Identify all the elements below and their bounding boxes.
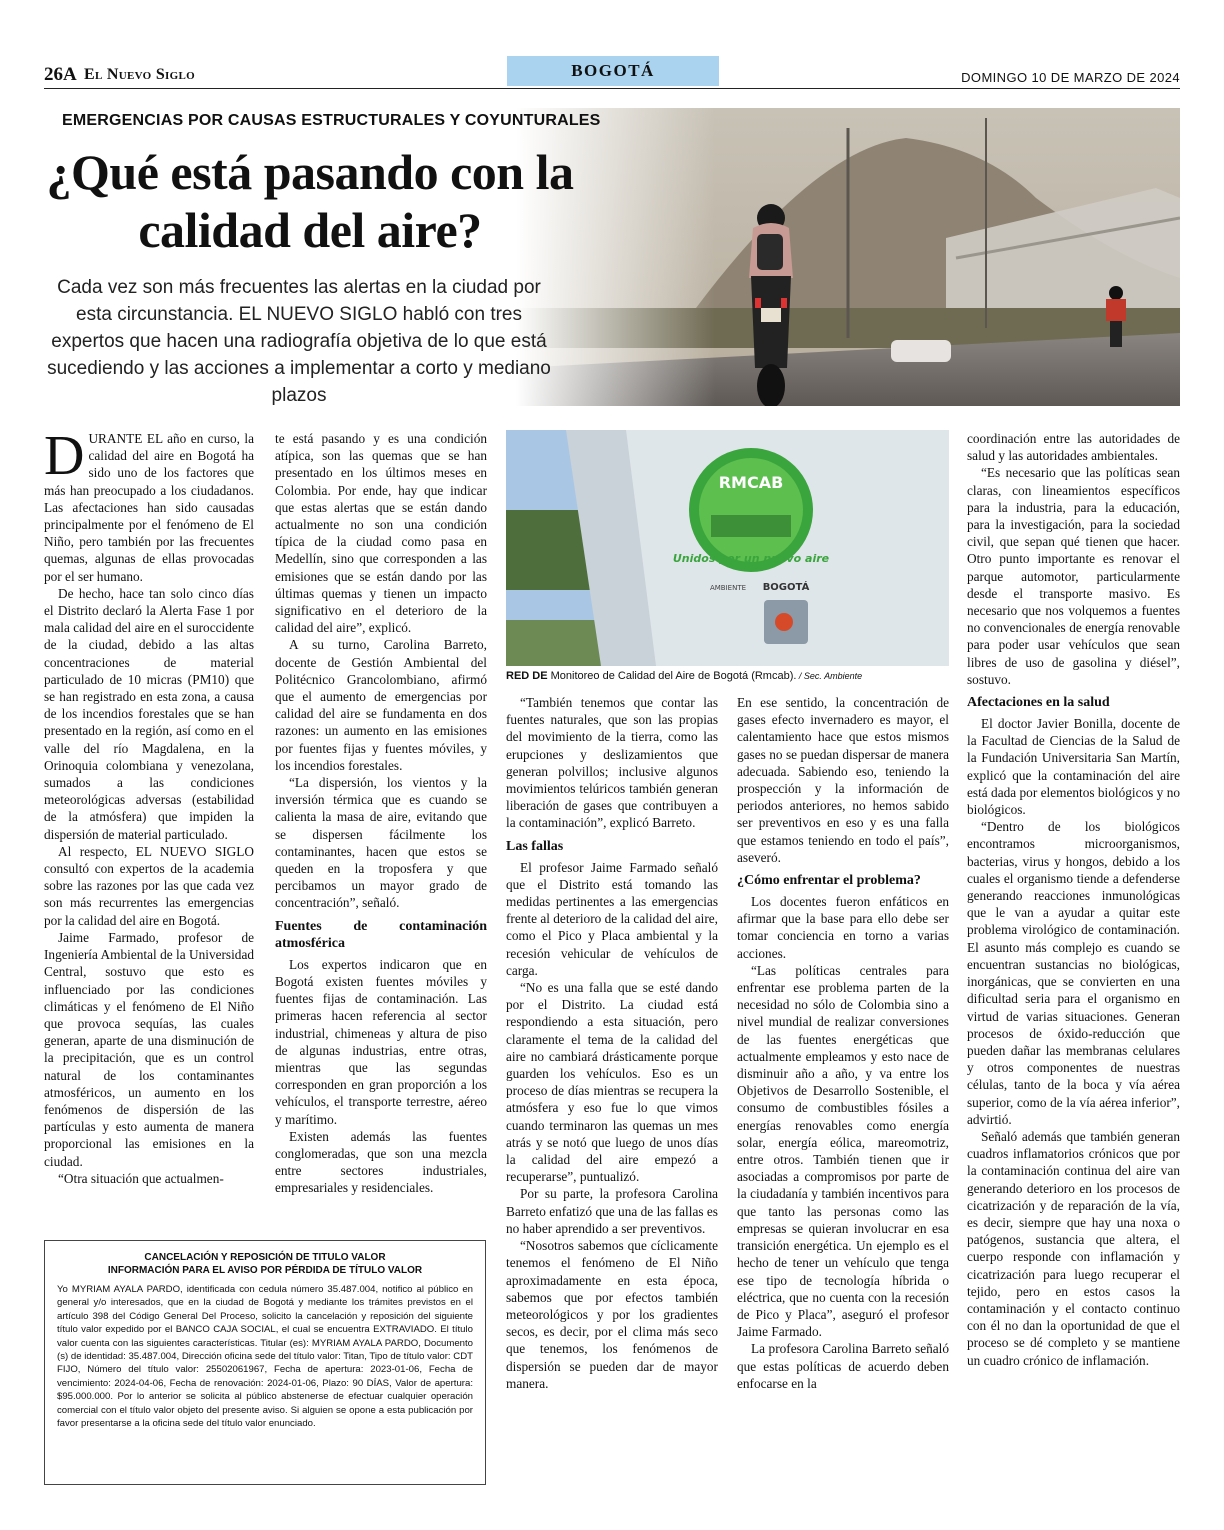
paragraph: Los docentes fueron enfáticos en afirmar que la base para ello debe ser tomar conciencia en torno a varias acciones. — [737, 894, 949, 961]
city-text: BOGOTÁ — [762, 582, 810, 593]
paragraph: “Es necesario que las políticas sean claras, con lineamientos específicos para la industria, para la educación, para la investigación, para la sociedad civil, que sepan qué tienen que hacer. Otro punto importante es renovar el parque automotor, particularmente desde el transporte masivo. Es necesario que nos volquemos a fuentes no convencionales de energía renovable para poder usar vehículos que sean libres de uso de gasolina y diésel”, sostuvo. — [967, 465, 1180, 687]
paragraph: “No es una falla que se esté dando por el Distrito. La ciudad está respondiendo a esta situación, pero claramente el tema de la calidad del aire no cambiará drásticamente porque guarden los vehículos. Eso es un proceso de días mientras se recupera la atmósfera y eso fue lo que vimos cuando terminaron las quemas un mes atrás y se notó que luego de unos días la calidad del aire empezó a recuperarse”, puntualizó. — [506, 980, 718, 1185]
paragraph: Los expertos indicaron que en Bogotá existen fuentes móviles y fuentes fijas de contaminación. Las primeras hacen referencia al sector industrial, chimeneas y altura de piso de algunas industrias, entre otras, mientras que las segundas corresponden en gran proporción a los vehículos, el transporte terrestre, aéreo y marítimo. — [275, 956, 487, 1127]
monitoring-station-photo — [506, 430, 949, 666]
legal-notice-box — [44, 1240, 486, 1485]
paragraph: Existen además las fuentes conglomeradas, que son una mezcla entre sectores industriales, empresariales y residenciales. — [275, 1128, 487, 1196]
paragraph: Por su parte, la profesora Carolina Barreto enfatizó que una de las fallas es no haber aprendido a ser preventivos. — [506, 1186, 718, 1236]
column-5 — [967, 430, 1180, 1369]
paragraph: te está pasando y es una condición atípica, son las quemas que se han presentado en los últimos meses en Colombia. Por ende, hay que indicar que estas alertas que se están dando actualmente no son una condición típica de la ciudad como pasa en Medellín, sino que corresponden a las emisiones que se están dando por las últimas quemas y tienen un impacto significativo en el deterioro de la calidad del aire”, explicó. — [275, 431, 487, 636]
kicker: EMERGENCIAS POR CAUSAS ESTRUCTURALES Y COYUNTURALES — [62, 112, 601, 129]
paragraph: “Dentro de los biológicos encontramos microorganismos, bacterias, virus y hongos, debido a los cuales el organismo tiende a defenderse generando reacciones inmunológicas que le van a ayudar a quitar este problema virológico de contaminación. El asunto más complejo es cuando se encuentran sustancias no biológicas, inorgánicas, que se convierten en una dificultad seria para el organismo en virtud de varias situaciones. Generan procesos de óxido-reducción que pueden dañar las membranas celulares y otros componentes de nuestras células, tanto de la boca y vía aérea superior, como de la vía aérea inferior”, advirtió. — [967, 819, 1180, 1127]
paragraph: Al respecto, EL NUEVO SIGLO consultó con expertos de la academia sobre las razones por las que cada vez son más recurrentes las emergencias por la calidad del aire en Bogotá. — [44, 843, 254, 928]
paragraph: “La dispersión, los vientos y la inversión térmica que es cuando se calienta la masa de aire, evitando que se dispersen fácilmente los contaminantes, hacen que estos se queden en la troposfera y que percibamos un mayor grado de concentración”, señaló. — [275, 775, 487, 911]
paragraph: “Otra situación que actualmen- — [58, 1170, 224, 1186]
paragraph: En ese sentido, la concentración de gases efecto invernadero es mayor, el calentamiento hace que estos mismos gases no se puedan dispersar de manera adecuada. Sabiendo eso, teniendo la prospección y la información de periodos anteriores, no hemos sabido ser preventivos en eso y es una falla que estamos teniendo en todo el país”, aseveró. — [737, 695, 949, 865]
subheading: ¿Cómo enfrentar el problema? — [737, 873, 921, 889]
agency-text: AMBIENTE — [709, 584, 747, 592]
slogan-text: Unidos por un nuevo aire — [672, 552, 830, 565]
notice-body: Yo MYRIAM AYALA PARDO, identificada con cedula número 35.487.004, notifico al público en general y/o interesados, que en la ciudad de Bogotá y mediante los trámites previstos en el artículo 398 del Código General Del Proceso, solicito la cancelación y reposición del siguiente título valor expedido por el BANCO CAJA SOCIAL, el cual se encuentra EXTRAVIADO. El título valor cuenta con las siguientes características. Titular (es): MYRIAM AYALA PARDO, Documento (s) de identidad: 35.487.004, Dirección oficina sede del título valor: Titan, Tipo de título valor: CDT FIJO, Número del título valor: 25502061967, Fecha de apertura: 2023-01-06, Fecha de vencimiento: 2024-04-06, Fecha de renovación: 2024-01-06, Plazo: 90 DÍAS, Valor de apertura: $95.000.000. Por lo anterior se solicita al público abstenerse de efectuar cualquier operación comercial con el título valor objeto del presente aviso. Si alguien se opone a esta publicación por favor presentarse a la oficina sede del título valor enunciado. — [57, 1284, 473, 1430]
column-2 — [275, 430, 487, 1197]
section-label: BOGOTÁ — [507, 56, 719, 86]
headline: ¿Qué está pasando con la calidad del aire? — [46, 144, 574, 258]
newspaper-name: El Nuevo Siglo — [84, 66, 195, 83]
column-3 — [506, 694, 718, 1392]
column-4 — [737, 694, 949, 1392]
notice-subtitle: INFORMACIÓN PARA EL AVISO POR PÉRDIDA DE TÍTULO VALOR — [107, 1265, 423, 1276]
notice-title: CANCELACIÓN Y REPOSICIÓN DE TITULO VALOR — [144, 1252, 386, 1263]
hero-photo — [516, 108, 1180, 406]
paragraph: “Nosotros sabemos que cíclicamente tenemos el fenómeno de El Niño aproximadamente en esta época, sabemos que por efectos también meteorológicos y por los gradientes secos, es decir, por el clima más seco que tenemos, los fenómenos de dispersión se pueden dar de mayor manera. — [506, 1238, 718, 1391]
paragraph: El doctor Javier Bonilla, docente de la Facultad de Ciencias de la Salud de la Fundación Universitaria San Martín, explicó que la contaminación del aire está dada por elementos biológicos y no biológicos. — [967, 716, 1180, 818]
paragraph: A su turno, Carolina Barreto, docente de Gestión Ambiental del Politécnico Grancolombiano, afirmó que el aumento de emergencias por calidad del aire se fundamenta en dos razones: un aumento en las emisiones por fuentes fijas y fuentes móviles, y los incendios forestales. — [275, 637, 487, 773]
paragraph: La profesora Carolina Barreto señaló que estas políticas de acuerdo deben enfocarse en la — [737, 1341, 949, 1391]
paragraph: “También tenemos que contar las fuentes naturales, que son las propias del movimiento de la tierra, como las erupciones y deslizamientos que generan polvillos; inclusive algunos movimientos telúricos también generan liberación de gases que contribuyen a la contaminación”, explicó Barreto. — [506, 695, 718, 831]
subheading: Afectaciones en la salud — [967, 695, 1110, 711]
drop-cap: D — [44, 425, 85, 487]
issue-date: DOMINGO 10 DE MARZO DE 2024 — [961, 70, 1180, 85]
paragraph: De hecho, hace tan solo cinco días el Distrito declaró la Alerta Fase 1 por mala calidad del aire en el suroccidente de la ciudad, debido a las altas concentraciones de material particulado de 10 micras (PM10) que se han registrado en esta zona, a causa de los incendios forestales que se han presentado en la región, así como en el valle del río Magdalena, en la Orinoquia colombiana y venezolana, sumados a las condiciones meteorológicas adversas (estabilidad de la atmósfera) que impiden la dispersión de material particulado. — [44, 585, 254, 842]
paragraph: “Las políticas centrales para enfrentar ese problema parten de la necesidad no sólo de Colombia sino a nivel mundial de realizar conversiones de las fuentes energéticas que actualmente empleamos y esto nace de disminuir año a año, y va entre los Objetivos de Desarrollo Sostenible, el consumo de combustibles fósiles a energías renovables como energía solar, energía eólica, mareomotriz, entre otros. También tienen que ir asociadas a compromisos por parte de la ciudadanía y también incentivos para que tanto las personas como las empresas se quieran involucrar en esa transición energética. Un ejemplo es el hecho de tener un vehículo que tenga ese tipo de tecnología híbrida o eléctrica, que no cuenta con la recesión de Pico y Placa”, aseguró el profesor Jaime Farmado. — [737, 962, 949, 1340]
column-1 — [44, 425, 254, 1187]
deck: Cada vez son más frecuentes las alertas en la ciudad por esta circunstancia. EL NUEVO SIGLO habló con tres expertos que hacen una radiografía objetiva de lo que está sucediendo y las acciones a implementar a corto y mediano plazos — [47, 277, 551, 406]
header-rule — [44, 88, 1180, 89]
paragraph: coordinación entre las autoridades de salud y las autoridades ambientales. — [967, 431, 1180, 464]
paragraph: El profesor Jaime Farmado señaló que el Distrito está tomando las medidas pertinentes a las emergencias frente al deterioro de la calidad del aire, como el Pico y Placa ambiental y la recesión vehicular de vehículos de carga. — [506, 859, 718, 978]
photo-caption: RED DE Monitoreo de Calidad del Aire de Bogotá (Rmcab). / Sec. Ambiente — [506, 670, 863, 682]
paragraph: DURANTE EL año en curso, la calidad del aire en Bogotá ha sido uno de los factores que más han preocupado a los ciudadanos. Las afectaciones han sido causadas principalmente por el fenómeno de El Niño, pero también por las frecuentes quemas, algunas de ellas provocadas por el ser humano. — [44, 425, 254, 584]
paragraph: Señaló además que también generan cuadros inflamatorios crónicos que por la contaminación continua del aire van generando deterioro en los procesos de cicatrización y de reparación de la vía, es decir, siempre que hay una noxa o patógenos, sustancia que altera, el cuerpo responde con inflamación y cicatrización para luego recuperar el tejido, pero en estos casos la contaminación y el contacto continuo con él no dan la oportunidad de que el proceso se dé completo y se mantiene un cuadro crónico de inflamación. — [967, 1128, 1180, 1368]
page-number: 26A — [44, 64, 77, 85]
rmcab-logo-text: RMCAB — [718, 473, 784, 492]
subheading: Fuentes de contaminación atmosférica — [275, 918, 487, 951]
subheading: Las fallas — [506, 838, 564, 854]
paragraph: Jaime Farmado, profesor de Ingeniería Ambiental de la Universidad Central, sostuvo que esto es influenciado por las condiciones climáticas y el fenómeno de El Niño que provoca sequías, las cuales generan, aparte de una disminución de la precipitación, que es un control natural de los contaminantes atmosféricos, un aumento en los fenómenos de dispersión de las partículas y esto aumenta de manera proporcional las emisiones en la ciudad. — [44, 929, 254, 1169]
